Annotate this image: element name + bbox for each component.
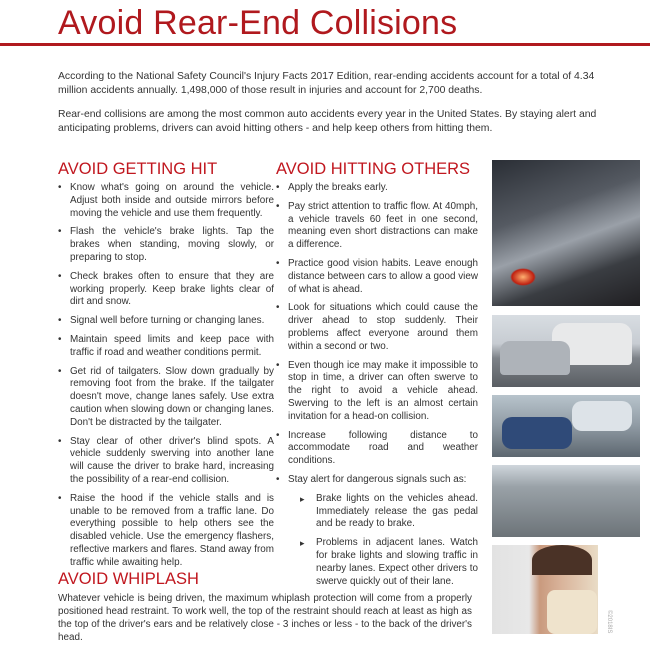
page-title: Avoid Rear-End Collisions <box>58 4 458 42</box>
list-item: • Increase following distance to accommodate road and weather conditions. <box>276 430 478 468</box>
damaged-car-photo <box>492 395 640 457</box>
list-item-text: Stay alert for dangerous signals such as: <box>288 473 467 485</box>
sub-list-item: ▸ Brake lights on the vehicles ahead. Immediately release the gas pedal and be ready to brake. <box>298 493 478 531</box>
sub-list <box>288 493 478 589</box>
title-rule <box>0 43 650 46</box>
whiplash-paragraph: Whatever vehicle is being driven, the maximum whiplash protection will come from a properly positioned head restraint. To work well, the top of the restraint should reach at least as high as the top of the driver's ears and be relatively close - 3 inches or less - to the back of the driver's head. <box>58 593 472 643</box>
rear-end-crash-photo <box>492 315 640 387</box>
list-item: • Apply the breaks early. <box>276 182 478 195</box>
intro-paragraph: According to the National Safety Council's Injury Facts 2017 Edition, rear-ending accidents account for a total of 4.34 million accidents annually. 1,498,000 of those result in injuries and account for 2,700 deaths. <box>58 71 595 96</box>
list-item: • Signal well before turning or changing lanes. <box>58 315 274 328</box>
whiplash-woman-photo <box>492 545 598 634</box>
sub-list-item: ▸ Problems in adjacent lanes. Watch for brake lights and slowing traffic in nearby lanes. Expect other drivers to swerve quickly out of their lane. <box>298 537 478 588</box>
list-item: • Know what's going on around the vehicle. Adjust both inside and outside mirrors before moving the vehicle and use them frequently. <box>58 182 274 220</box>
list-item: • Practice good vision habits. Leave enough distance between cars to allow a good view of what is ahead. <box>276 258 478 296</box>
highway-traffic-photo <box>492 465 640 537</box>
list-item: • Stay clear of other driver's blind spots. A vehicle suddenly swerving into another lane will cause the driver to brake hard, increasing the possibility of a rear-end collision. <box>58 436 274 487</box>
list-item: • Even though ice may make it impossible to stop in time, a driver can often swerve to the right to avoid a vehicle ahead. Swerving to the left is an almost certain invitation for a head-on collision. <box>276 360 478 424</box>
section-heading-whiplash: AVOID WHIPLASH <box>58 570 199 588</box>
car-brake-light-photo <box>492 160 640 306</box>
list-item: • Flash the vehicle's brake lights. Tap the brakes when standing, moving slowly, or preparing to stop. <box>58 226 274 264</box>
section-heading-hitting-others: AVOID HITTING OTHERS <box>276 160 471 178</box>
list-item: • Pay strict attention to traffic flow. At 40mph, a vehicle travels 60 feet in one second, meaning even short distractions can make a difference. <box>276 201 478 252</box>
list-item: • Get rid of tailgaters. Slow down gradually by removing foot from the brake. If the tailgater doesn't move, change lanes safely. Use extra caution when slowing down or changing lanes. Don't be distracted by the tailgater. <box>58 366 274 430</box>
intro-paragraph: Rear-end collisions are among the most common auto accidents every year in the United States. By staying alert and anticipating problems, drivers can avoid hitting others - and help keep others from hitting them. <box>58 109 597 134</box>
section-heading-getting-hit: AVOID GETTING HIT <box>58 160 218 178</box>
list-item <box>276 474 478 588</box>
getting-hit-list <box>58 182 274 576</box>
hitting-others-list <box>276 182 478 594</box>
list-item: • Raise the hood if the vehicle stalls and is unable to be removed from a traffic lane. Do everything possible to help others see the disabled vehicle. Use the emergency flashers, reflective markers and flares. Stand away from traffic while awaiting help. <box>58 493 274 570</box>
list-item: • Check brakes often to ensure that they are working properly. Keep brake lights clear of dirt and snow. <box>58 271 274 309</box>
document-code: ©2018IS <box>606 610 612 634</box>
list-item: • Look for situations which could cause the driver ahead to stop suddenly. Their problems affect everyone around them within a second or two. <box>276 302 478 353</box>
list-item: • Maintain speed limits and keep pace with traffic if road and weather conditions permit. <box>58 334 274 360</box>
